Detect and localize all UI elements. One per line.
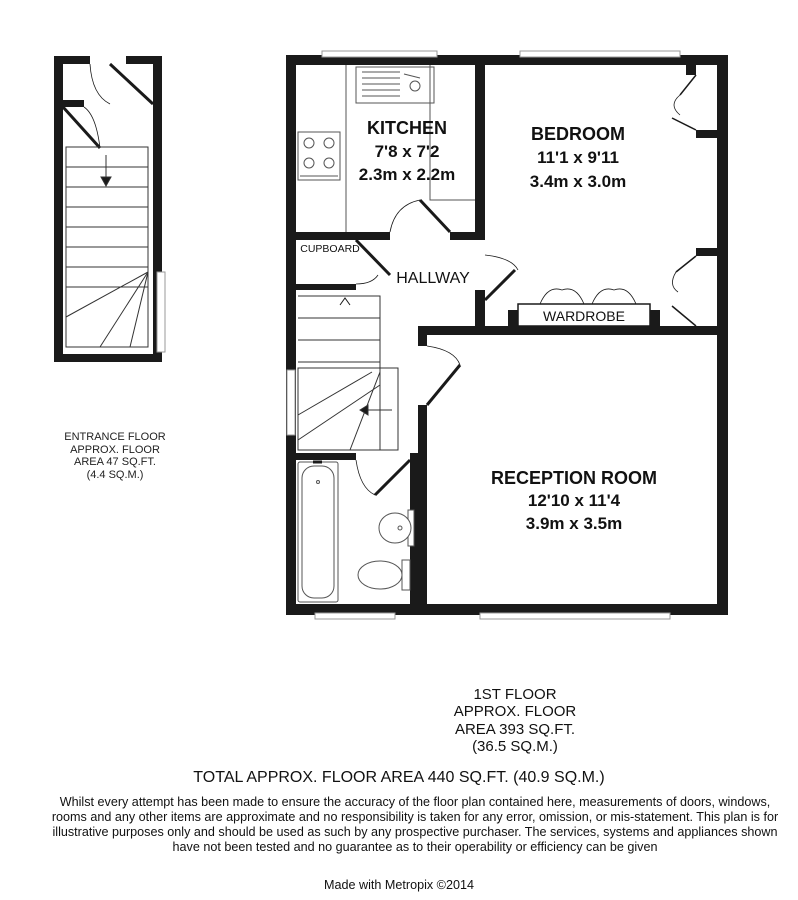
wardrobe-name: WARDROBE	[543, 308, 625, 324]
first-floor-walls	[286, 55, 728, 615]
toilet-icon	[358, 560, 410, 590]
first-floor-plan	[286, 51, 728, 619]
kitchen-name: KITCHEN	[367, 118, 447, 138]
reception-imperial: 12'10 x 11'4	[527, 491, 621, 510]
bedroom-imperial: 11'1 x 9'11	[537, 148, 619, 167]
entrance-walls	[54, 56, 162, 362]
sink-drainer	[362, 72, 400, 96]
bedroom-metric: 3.4m x 3.0m	[529, 172, 627, 191]
hallway-name: HALLWAY	[396, 270, 470, 287]
reception-metric: 3.9m x 3.5m	[525, 514, 623, 533]
entrance-area-line4: (4.4 SQ.M.)	[86, 468, 144, 481]
entrance-window	[157, 272, 165, 352]
entrance-stairs	[66, 147, 148, 347]
entrance-area-line3: AREA 47 SQ.FT.	[74, 456, 156, 469]
disclaimer-text: Whilst every attempt has been made to ensure the accuracy of the floor plan contained here, measurements of doors, windows, rooms and any other items are approximate and no responsibility is taken for any error, omission, or mis-statement. This plan is for illustrative purposes only and should be used as such by any prospective purchaser. The services, systems and appliances shown have not been tested and no guarantee as to their operability or efficiency can be given	[51, 795, 779, 854]
cupboard-name: CUPBOARD	[300, 243, 360, 255]
bathroom-fixtures	[298, 462, 414, 602]
reception-name: RECEPTION ROOM	[490, 468, 658, 488]
first-floor-area-line3: AREA 393 SQ.FT.	[454, 720, 576, 738]
entrance-area-line2: APPROX. FLOOR	[70, 443, 160, 456]
first-floor-area	[410, 686, 620, 755]
washbasin-icon	[379, 510, 414, 546]
kitchen-imperial: 7'8 x 7'2	[374, 142, 440, 161]
bedroom-name: BEDROOM	[531, 124, 625, 144]
entrance-floor-area	[40, 431, 190, 482]
entrance-area-line1: ENTRANCE FLOOR	[64, 431, 166, 443]
first-floor-area-line4: (36.5 SQ.M.)	[472, 737, 558, 755]
kitchen-metric: 2.3m x 2.2m	[358, 165, 456, 184]
entrance-floor-plan	[54, 56, 165, 362]
first-floor-area-line1: 1ST FLOOR	[473, 686, 557, 703]
credit-text: Made with Metropix ©2014	[324, 878, 474, 892]
hob-icon	[298, 132, 340, 180]
total-floor-area: TOTAL APPROX. FLOOR AREA 440 SQ.FT. (40.9 SQ.M.)	[193, 769, 605, 786]
first-floor-area-line2: APPROX. FLOOR	[453, 703, 577, 721]
first-floor-stairs	[298, 296, 398, 450]
